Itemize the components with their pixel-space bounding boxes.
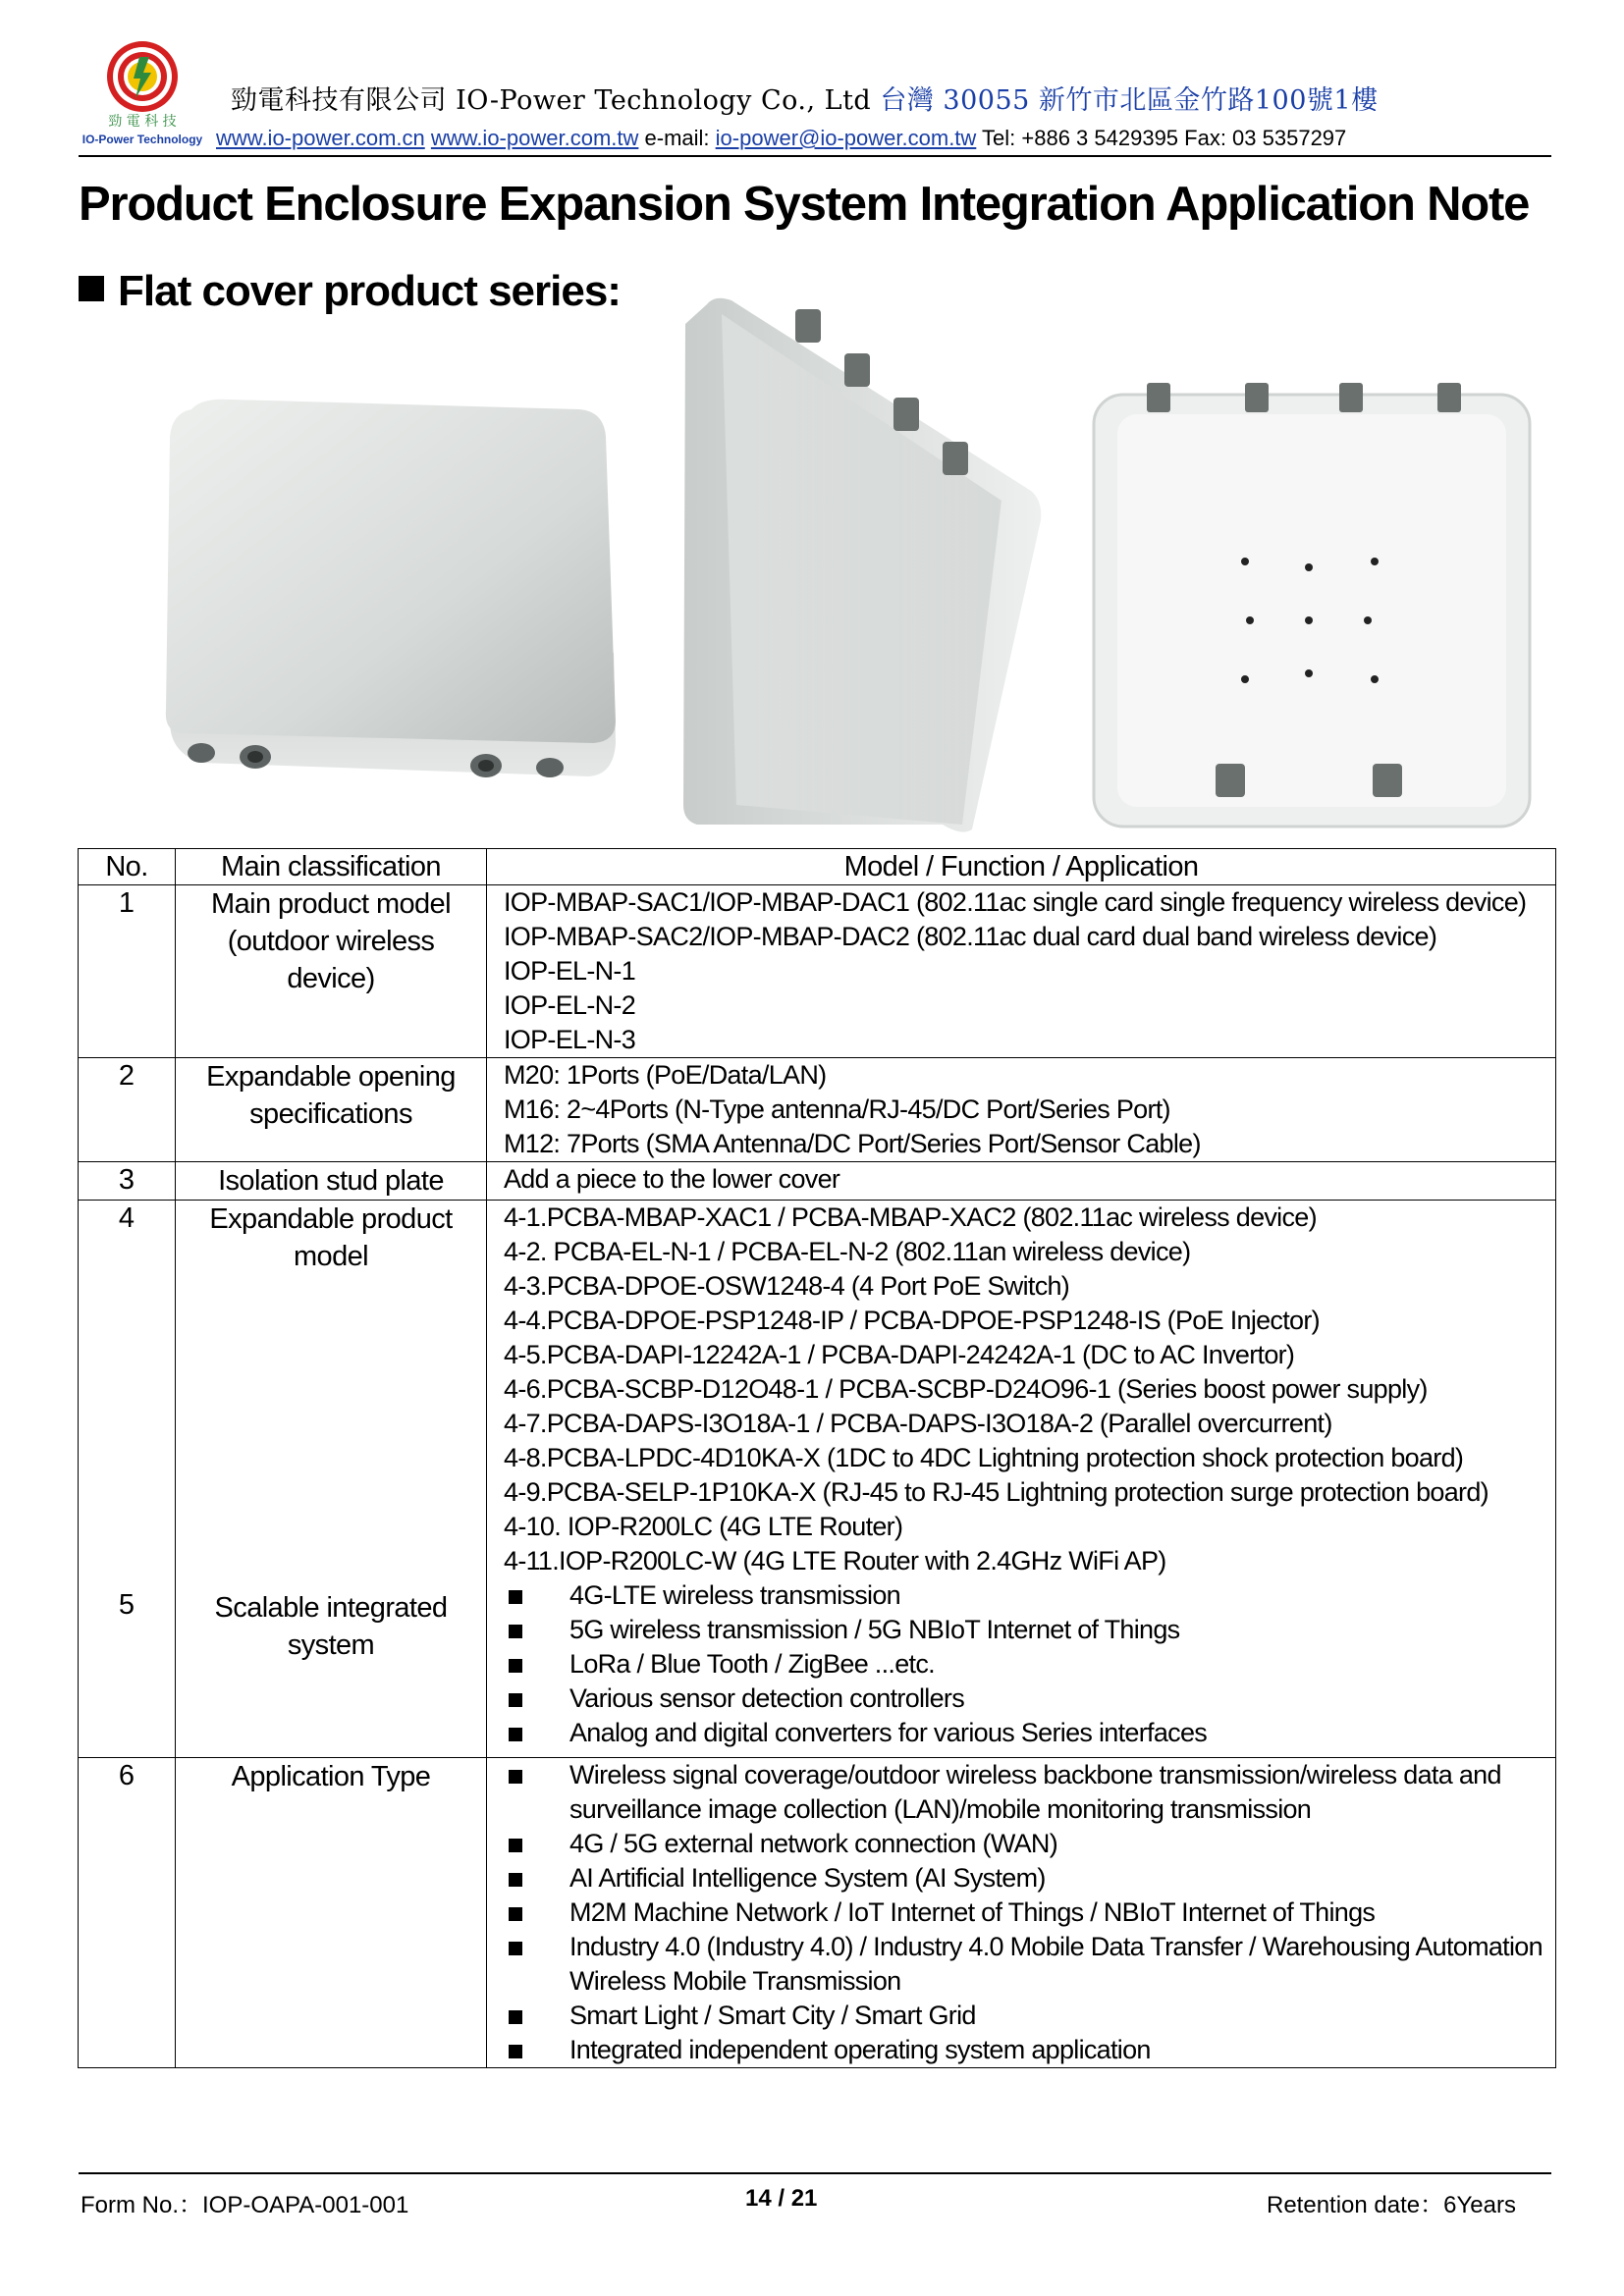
website-cn-link[interactable]: www.io-power.com.cn (216, 126, 425, 150)
form-number: Form No.：IOP-OAPA-001-001 (81, 2192, 409, 2218)
document-title: Product Enclosure Expansion System Integration Application Note (79, 178, 1530, 231)
row-no-5: 5 (118, 1589, 135, 1621)
bullet-item: Industry 4.0 (Industry 4.0) / Industry 4.0 Mobile Data Transfer / Warehousing Automation Wireless Mobile Transmission (504, 1930, 1555, 1999)
row-model (487, 1758, 1556, 2068)
enclosure-side-photo (677, 294, 1046, 836)
section-heading (79, 267, 621, 316)
table-row (79, 1201, 1556, 1758)
bullet-item: Smart Light / Smart City / Smart Grid (504, 1999, 1555, 2033)
enclosure-back-photo (1088, 375, 1535, 836)
row-classification: Expandable opening specifications (176, 1058, 487, 1162)
row-classification-5: Scalable integrated (214, 1592, 448, 1624)
row-model: M20: 1Ports (PoE/Data/LAN) M16: 2~4Ports (N-Type antenna/RJ-45/DC Port/Series Port) M12: 7Ports (SMA Antenna/DC Port/Series Port/Sensor Cable) (487, 1058, 1556, 1162)
page-number: 14 / 21 (745, 2185, 818, 2212)
table-row (79, 1758, 1556, 2068)
logo-text: 勁 電 科 技 (108, 114, 177, 130)
header-no: No. (79, 849, 176, 885)
spec-table (78, 848, 1556, 2068)
enclosure-front-photo (162, 398, 623, 785)
bullet-item: M2M Machine Network / IoT Internet of Things / NBIoT Internet of Things (504, 1896, 1555, 1930)
logo-subtext: IO-Power Technology (81, 133, 203, 146)
section-heading-text: Flat cover product series: (118, 267, 621, 315)
contact-line (216, 126, 1346, 151)
row-no: 1 (79, 885, 176, 1058)
bullet-item: 4G / 5G external network connection (WAN) (504, 1827, 1555, 1861)
row-no: 4 5 (79, 1201, 176, 1758)
bullet-item: Integrated independent operating system application (504, 2033, 1555, 2067)
bullet-item: LoRa / Blue Tooth / ZigBee ...etc. (504, 1647, 1555, 1682)
square-bullet-icon (79, 276, 104, 301)
company-logo (69, 35, 216, 149)
bullet-item: Various sensor detection controllers (504, 1682, 1555, 1716)
phone-fax: Tel: +886 3 5429395 Fax: 03 5357297 (982, 126, 1347, 150)
email-label: e-mail: (644, 126, 710, 150)
website-tw-link[interactable]: www.io-power.com.tw (430, 126, 639, 150)
bullet-item: 5G wireless transmission / 5G NBIoT Internet of Things (504, 1613, 1555, 1647)
bullet-item: AI Artificial Intelligence System (AI System) (504, 1861, 1555, 1896)
footer-divider (79, 2172, 1551, 2174)
row-no: 6 (79, 1758, 176, 2068)
row-model: 4-1.PCBA-MBAP-XAC1 / PCBA-MBAP-XAC2 (802.11ac wireless device) 4-2. PCBA-EL-N-1 / PCBA-EL-N-2 (802.11an wireless device) 4-3.PCBA-DPOE-OSW1248-4 (4 Port PoE Switch) 4-4.PCBA-DPOE-PSP1248-IP / PCBA-DPOE-PSP1248-IS (PoE Injector) 4-5.PCBA-DAPI-12242A-1 / PCBA-DAPI-24242A-1 (DC to AC Invertor) 4-6.PCBA-SCBP-D12O48-1 / PCBA-SCBP-D24O96-1 (Series boost power supply) 4-7.PCBA-DAPS-I3O18A-1 / PCBA-DAPS-I3O18A-2 (Parallel overcurrent) 4-8.PCBA-LPDC-4D10KA-X (1DC to 4DC Lightning protection shock protection board) 4-9.PCBA-SELP-1P10KA-X (RJ-45 to RJ-45 Lightning protection surge protection board) 4-10. IOP-R200LC (4G LTE Router) 4-11.IOP-R200LC-W (4G LTE Router with 2.4GHz WiFi AP) 4G-LTE wireless transmission 5G wireless transmission / 5G NBIoT Internet of Things LoRa / Blue Tooth / ZigBee ...etc. Various sensor detection controllers Analog and digital converters for various Series interfaces (487, 1201, 1556, 1758)
row-model: Add a piece to the lower cover (487, 1162, 1556, 1201)
row-classification: Isolation stud plate (176, 1162, 487, 1201)
company-cn: 勁電科技有限公司 (231, 85, 447, 116)
row-classification: Main product model (outdoor wireless device) (176, 885, 487, 1058)
row-classification: Expandable product model Scalable integrated system (176, 1201, 487, 1758)
row-classification: Application Type (176, 1758, 487, 2068)
row-no: 3 (79, 1162, 176, 1201)
table-row (79, 885, 1556, 1058)
company-address: 台灣 30055 新竹市北區金竹路100號1樓 (880, 85, 1379, 116)
bullet-item: Analog and digital converters for various Series interfaces (504, 1716, 1555, 1750)
header-divider (79, 155, 1551, 157)
retention-date: Retention date：6Years (1267, 2192, 1516, 2218)
email-link[interactable]: io-power@io-power.com.tw (715, 126, 977, 150)
table-row (79, 1162, 1556, 1201)
row-no: 2 (79, 1058, 176, 1162)
header-classification: Main classification (176, 849, 487, 885)
company-line (231, 79, 1379, 117)
bullet-item: 4G-LTE wireless transmission (504, 1578, 1555, 1613)
header-model: Model / Function / Application (487, 849, 1556, 885)
company-en: IO-Power Technology Co., Ltd (456, 85, 872, 116)
bullet-item: Wireless signal coverage/outdoor wireless backbone transmission/wireless data and surveillance image collection (LAN)/mobile monitoring transmission (504, 1758, 1555, 1827)
table-row (79, 1058, 1556, 1162)
row-model: IOP-MBAP-SAC1/IOP-MBAP-DAC1 (802.11ac single card single frequency wireless device) IOP-MBAP-SAC2/IOP-MBAP-DAC2 (802.11ac dual card dual band wireless device) IOP-EL-N-1 IOP-EL-N-2 IOP-EL-N-3 (487, 885, 1556, 1058)
table-header-row (79, 849, 1556, 885)
